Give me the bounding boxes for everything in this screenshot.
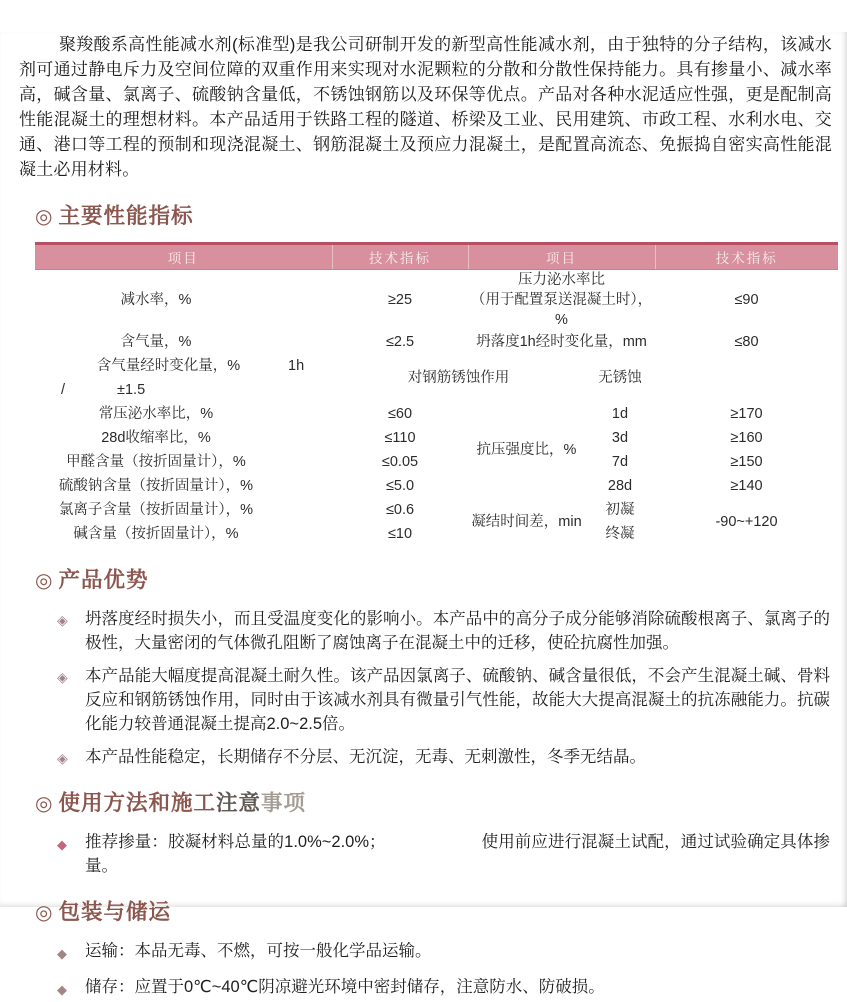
section-title-text: 产品优势: [58, 568, 149, 592]
section-title-text: 主要性能指标: [58, 204, 194, 228]
list-item: [57, 745, 830, 769]
table-cell: 常压泌水率比，%: [98, 406, 214, 422]
table-cell: ≤80: [734, 334, 759, 350]
table-row: [35, 354, 838, 402]
list-item-text: 本产品能大幅度提高混凝土耐久性。该产品因氯离子、硫酸钠、碱含量很低，不会产生混凝土碱、骨料反应和钢筋锈蚀作用，同时由于该减水剂具有微量引气性能，故能大大提高混凝土的抗冻融能力。抗碳化能力较普通混凝土提高2.0~2.5倍。: [85, 667, 830, 733]
table-cell: 终凝: [605, 526, 635, 542]
table-cell: 甲醛含量（按折固量计），%: [66, 454, 246, 470]
table-cell: ≤5.0: [385, 478, 415, 494]
list-item: [57, 939, 830, 963]
usage-list: [0, 830, 847, 878]
section-marker-icon: ◎: [35, 793, 54, 815]
section-marker-icon: ◎: [35, 206, 54, 228]
table-cell: 碱含量（按折固量计），%: [73, 526, 239, 542]
table-header-cell: 项目: [468, 244, 655, 270]
table-row: [35, 270, 838, 331]
section-title-text-faded: 事项: [260, 791, 306, 815]
table-cell: 坍落度1h经时变化量，mm: [476, 334, 647, 350]
table-row: [35, 402, 838, 426]
diamond-bullet-icon: ◆: [57, 837, 67, 852]
table-row: [35, 474, 838, 498]
table-cell: 含气量经时变化量，% 1h: [96, 358, 305, 374]
section-title-usage: [35, 790, 847, 817]
table-cell: ≤60: [387, 406, 413, 422]
table-cell: 压力泌水率比 （用于配置泵送混凝土时），%: [470, 272, 653, 328]
section-title-text: 包装与储运: [58, 900, 171, 924]
diamond-bullet-icon: ◆: [57, 982, 67, 997]
list-item: [57, 664, 830, 736]
table-cell: ≤90: [734, 292, 759, 308]
list-item: [57, 607, 830, 655]
table-cell: / ±1.5: [61, 382, 146, 398]
table-cell: ≥160: [730, 430, 763, 446]
table-cell: ≤0.6: [385, 502, 415, 518]
list-item-text: 运输：本品无毒、不燃，可按一般化学品运输。: [85, 942, 432, 960]
section-marker-icon: ◎: [35, 570, 54, 592]
advantages-list: [0, 607, 847, 769]
section-title-text-mid: 注意: [215, 791, 261, 815]
list-item-text: 本产品性能稳定，长期储存不分层、无沉淀，无毒、无刺激性，冬季无结晶。: [85, 748, 646, 766]
table-cell: ≤10: [387, 526, 413, 542]
table-cell: ≥170: [730, 406, 763, 422]
table-row: [35, 330, 838, 354]
table-cell: 28d: [607, 478, 633, 494]
table-header-cell: 项目: [35, 244, 332, 270]
diamond-bullet-icon: ◆: [57, 946, 67, 961]
list-item: [57, 975, 830, 999]
table-cell: 1d: [611, 406, 629, 422]
table-cell: 7d: [611, 454, 629, 470]
table-cell: 硫酸钠含量（按折固量计），%: [58, 478, 254, 494]
table-cell: -90~+120: [715, 514, 778, 530]
list-item: [57, 830, 830, 878]
table-cell: 无锈蚀: [598, 370, 642, 386]
diamond-bullet-icon: ◈: [57, 669, 68, 685]
table-cell: 抗压强度比，%: [476, 442, 577, 458]
table-row: [35, 498, 838, 522]
trial-note-text: 使用前应进行混凝土试配，通过试验确定具体掺量。: [85, 833, 830, 875]
section-title-performance: [35, 203, 847, 230]
section-title-packaging: [35, 899, 847, 926]
table-cell: 含气量，%: [120, 334, 192, 350]
table-cell: 初凝: [605, 502, 635, 518]
table-cell: 氯离子含量（按折固量计），%: [58, 502, 254, 518]
table-row: [35, 426, 838, 450]
section-title-text: 使用方法和施工: [58, 791, 216, 815]
diamond-bullet-icon: ◈: [57, 612, 68, 628]
table-cell: ≤110: [384, 430, 416, 446]
table-cell: ≤0.05: [381, 454, 419, 470]
dosage-text: 推荐掺量：胶凝材料总量的1.0%~2.0%；: [85, 833, 386, 851]
table-cell: 3d: [611, 430, 629, 446]
table-cell: ≥25: [387, 292, 413, 308]
section-title-advantages: [35, 567, 847, 594]
intro-paragraph: 聚羧酸系高性能减水剂(标准型)是我公司研制开发的新型高性能减水剂，由于独特的分子结构，该减水剂可通过静电斥力及空间位障的双重作用来实现对水泥颗粒的分散和分散性保持能力。具有掺量小、减水率高，碱含量、氯离子、硫酸钠含量低，不锈蚀钢筋以及环保等优点。产品对各种水泥适应性强，更是配制高性能混凝土的理想材料。本产品适用于铁路工程的隧道、桥梁及工业、民用建筑、市政工程、水利水电、交通、港口等工程的预制和现浇混凝土、钢筋混凝土及预应力混凝土，是配置高流态、免振捣自密实高性能混凝土必用材料。: [19, 35, 832, 179]
list-item-text: 储存：应置于0℃~40℃阴凉避光环境中密封储存，注意防水、防破损。: [85, 978, 605, 996]
packaging-list: [0, 939, 847, 999]
table-cell: 对钢筋锈蚀作用: [407, 370, 510, 386]
table-row: [35, 450, 838, 474]
table-cell: ≥140: [730, 478, 763, 494]
section-marker-icon: ◎: [35, 902, 54, 924]
table-header-cell: 技术指标: [655, 244, 838, 270]
table-header-cell: 技术指标: [332, 244, 468, 270]
list-item-text: 坍落度经时损失小，而且受温度变化的影响小。本产品中的高分子成分能够消除硫酸根离子、氯离子的极性，大量密闭的气体微孔阻断了腐蚀离子在混凝土中的迁移，使砼抗腐性加强。: [85, 610, 830, 652]
performance-table: [35, 242, 838, 546]
table-cell: 凝结时间差，min: [471, 514, 582, 530]
table-cell: ≤2.5: [385, 334, 415, 350]
table-cell: 28d收缩率比，%: [101, 430, 211, 446]
table-header-row: [35, 244, 838, 270]
diamond-bullet-icon: ◈: [57, 750, 68, 766]
table-cell: ≥150: [730, 454, 763, 470]
table-cell: 减水率，%: [120, 292, 192, 308]
